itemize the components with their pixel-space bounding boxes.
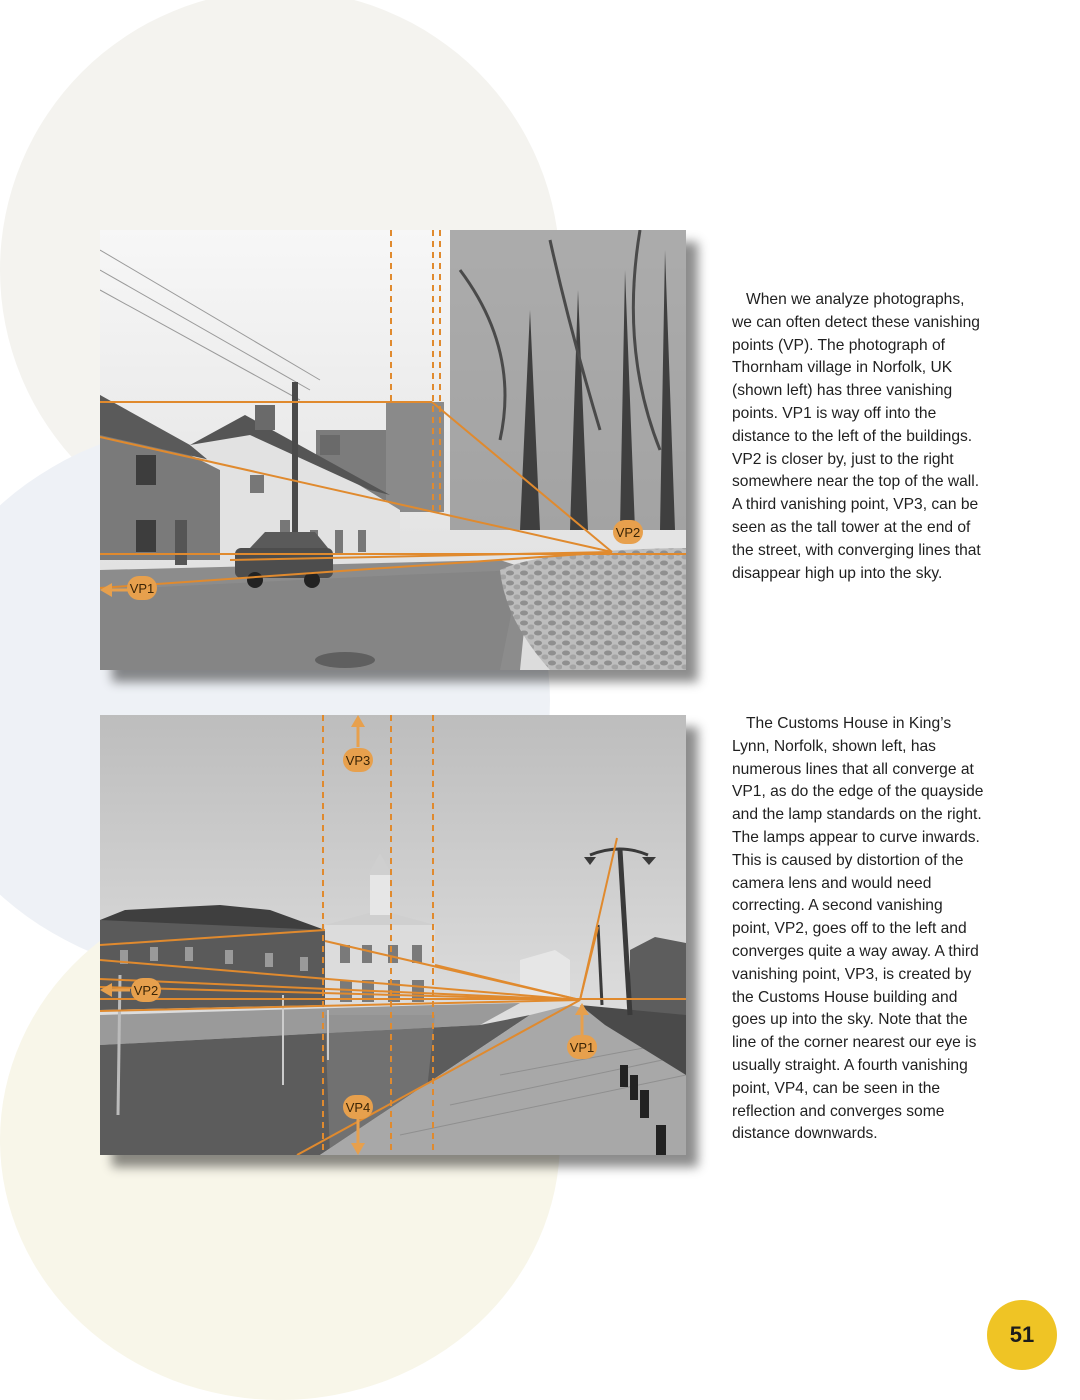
vp1-label: VP1 — [127, 576, 157, 600]
vp3-label: VP3 — [343, 748, 373, 772]
vp1-label: VP1 — [567, 1035, 597, 1059]
thornham-scene — [100, 230, 686, 670]
paragraph-thornham: When we analyze photographs, we can often detect these vanishing points (VP). The photograph of Thornham village in Norfolk, UK (shown left) has three vanishing points. VP1 is way off into the distance to the left of the buildings. VP2 is closer by, just to the right somewhere near the top of the wall. A third vanishing point, VP3, can be seen as the tall tower at the end of the street, with converging lines that disappear high up into the sky. — [732, 291, 981, 582]
page-number-badge: 51 — [987, 1300, 1057, 1370]
paragraph-customs-house: The Customs House in King’s Lynn, Norfolk, shown left, has numerous lines that all converge at VP1, as do the edge of the quayside and the lamp standards on the right. The lamps appear to curve inwards. This is caused by distortion of the camera lens and would need correcting. A second vanishing point, VP2, goes off to the left and converges quite a way away. A third vanishing point, VP3, is created by the Customs House building and goes up into the sky. Note that the line of the corner nearest our eye is usually straight. A fourth vanishing point, VP4, can be seen in the reflection and converges some distance downwards. — [732, 715, 984, 1143]
customs-house-scene — [100, 715, 686, 1155]
customs-house-photo — [100, 715, 686, 1155]
vp2-label: VP2 — [613, 520, 643, 544]
thornham-photo — [100, 230, 686, 670]
vp2-label: VP2 — [131, 978, 161, 1002]
vp4-label: VP4 — [343, 1095, 373, 1119]
